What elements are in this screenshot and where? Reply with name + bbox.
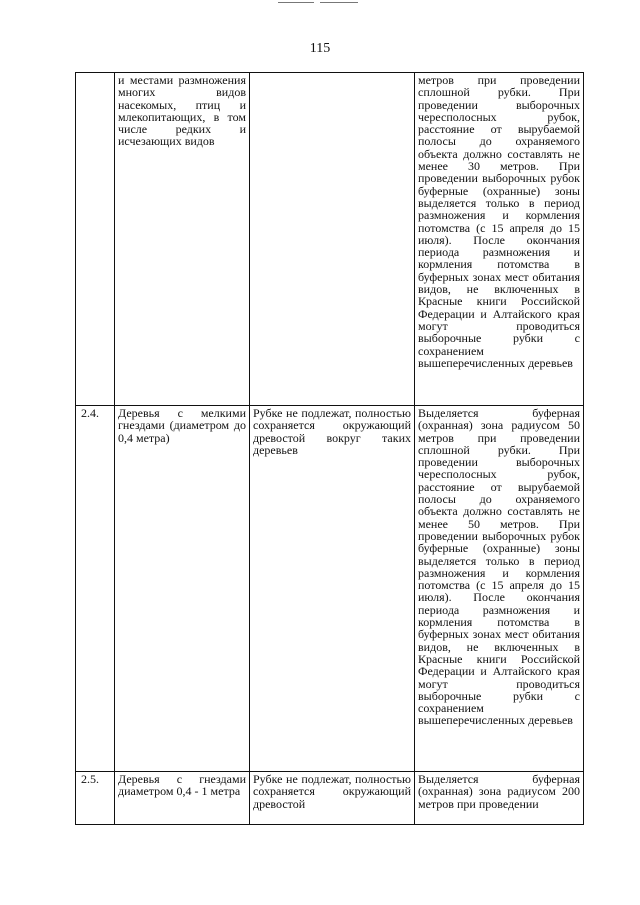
row-number-cell: 2.4. (76, 406, 115, 772)
table-row (76, 406, 584, 772)
header-rule-marks (278, 2, 358, 4)
row-number-cell: 2.5. (76, 772, 115, 825)
page-number: 115 (309, 41, 331, 56)
table-row (76, 772, 584, 825)
buffer-zone-cell: Выделяется буферная (охранная) зона радиусом 200 метров при проведении (415, 772, 584, 825)
buffer-zone-cell: метров при проведении сплошной рубки. При проведении выборочных чересполосных рубок, расстояние от вырубаемой полосы до охраняемого объекта должно составлять не менее 30 метров. При проведении выборочных рубок буферные (охранные) зоны выделяется только в период размножения и кормления потомства (с 15 апреля до 15 июля). После окончания периода размножения и кормления потомства в буферных зонах мест обитания видов, не включенных в Красные книги Российской Федерации и Алтайского края могут проводиться выборочные рубки с сохранением вышеперечисленных деревьев (415, 73, 584, 406)
row-number-cell (76, 73, 115, 406)
protected-object-cell: и местами размножения многих видов насекомых, птиц и млекопитающих, в том числе редких и исчезающих видов (115, 73, 250, 406)
felling-rule-cell (250, 73, 415, 406)
table-row (76, 73, 584, 406)
regulation-table (75, 72, 584, 825)
felling-rule-cell: Рубке не подлежат, полностью сохраняется окружающий древостой (250, 772, 415, 825)
buffer-zone-cell: Выделяется буферная (охранная) зона радиусом 50 метров при проведении сплошной рубки. При проведении выборочных чересполосных рубок, расстояние от вырубаемой полосы до охраняемого объекта должно составлять не менее 50 метров. При проведении выборочных рубок буферные (охранные) зоны выделяется только в период размножения и кормления потомства (с 15 апреля до 15 июля). После окончания периода размножения и кормления потомства в буферных зонах мест обитания видов, не включенных в Красные книги Российской Федерации и Алтайского края могут проводиться выборочные рубки с сохранением вышеперечисленных деревьев (415, 406, 584, 772)
protected-object-cell: Деревья с гнездами диаметром 0,4 - 1 метра (115, 772, 250, 825)
felling-rule-cell: Рубке не подлежат, полностью сохраняется окружающий древостой вокруг таких деревьев (250, 406, 415, 772)
protected-object-cell: Деревья с мелкими гнездами (диаметром до 0,4 метра) (115, 406, 250, 772)
